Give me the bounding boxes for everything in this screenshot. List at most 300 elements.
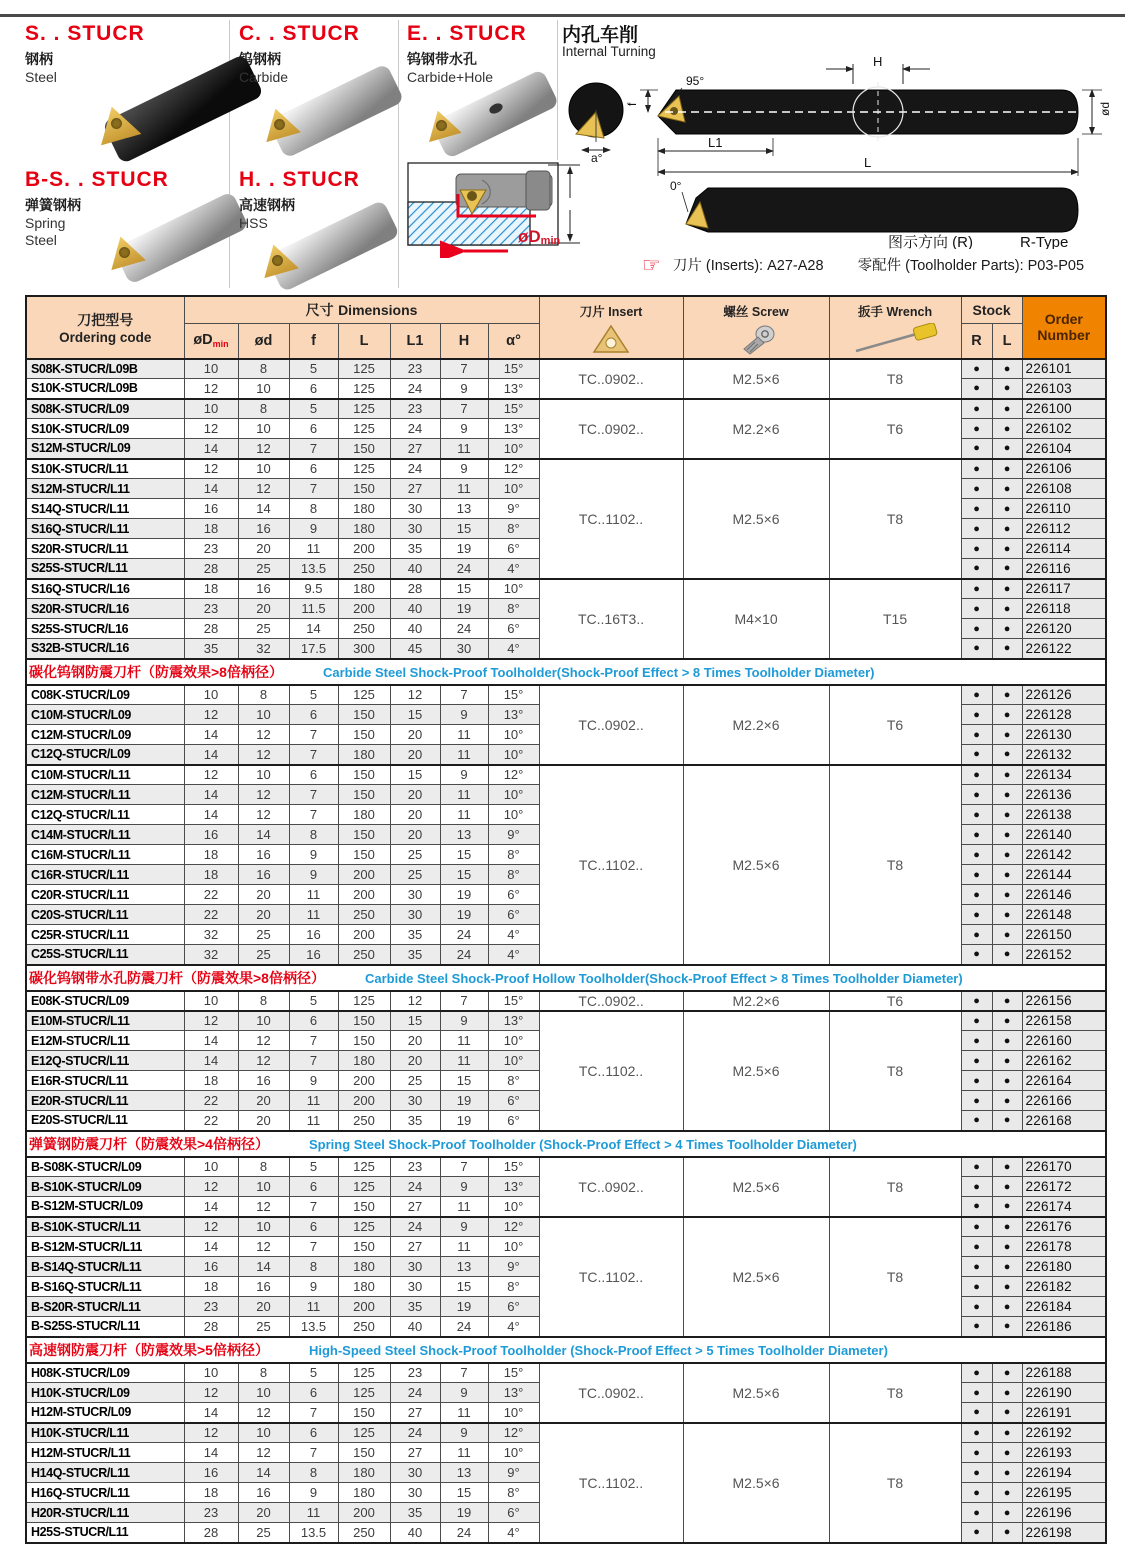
dmin-header-sub: min <box>212 339 229 349</box>
stock-l-cell: ● <box>992 419 1022 439</box>
section-title-cn: 碳化钨钢带水孔防震刀杆（防震效果>8倍柄径） <box>29 969 325 986</box>
stock-r-cell: ● <box>961 1031 992 1051</box>
a-angle-label: a° <box>591 151 603 165</box>
order-number-cell: 226100 <box>1022 399 1106 419</box>
stock-l-cell: ● <box>992 1443 1022 1463</box>
dim-cell: 10° <box>488 725 539 745</box>
stock-l-cell: ● <box>992 765 1022 785</box>
stock-l-cell: ● <box>992 519 1022 539</box>
stock-header: Stock <box>961 296 1022 323</box>
section-title-cn: 碳化钨钢防震刀杆（防震效果>8倍柄径） <box>29 663 283 680</box>
pointing-hand-icon: ☞ <box>642 254 661 277</box>
dim-cell: 13° <box>488 419 539 439</box>
dim-cell: 18 <box>184 1071 238 1091</box>
dim-cell: 7 <box>440 1363 488 1383</box>
insert-cell: TC..16T3.. <box>539 579 683 659</box>
ordering-code-cell: S10K-STUCR/L09 <box>26 419 184 439</box>
dim-cell: 9 <box>289 1483 338 1503</box>
table-row <box>26 459 1106 479</box>
dim-cell: 9 <box>440 459 488 479</box>
section-title-en: Spring Steel Shock-Proof Toolholder (Shock-Proof Effect > 4 Times Toolholder Diameter) <box>308 1136 857 1152</box>
order-number-cell: 226128 <box>1022 705 1106 725</box>
stock-r-cell: ● <box>961 579 992 599</box>
dim-cell: 250 <box>338 905 390 925</box>
dim-cell: 9° <box>488 1257 539 1277</box>
ordering-code-cell: B-S20R-STUCR/L11 <box>26 1297 184 1317</box>
dim-cell: 125 <box>338 399 390 419</box>
dim-cell: 11 <box>289 1503 338 1523</box>
stock-r-cell: ● <box>961 1197 992 1217</box>
dim-cell: 9 <box>289 519 338 539</box>
dim-cell: 22 <box>184 1111 238 1131</box>
dim-cell: 150 <box>338 1031 390 1051</box>
dim-cell: 19 <box>440 1111 488 1131</box>
wrench-cell: T6 <box>829 399 961 459</box>
dim-cell: 9° <box>488 825 539 845</box>
stock-r-cell: ● <box>961 1091 992 1111</box>
stock-r-cell: ● <box>961 885 992 905</box>
order-number-cell: 226110 <box>1022 499 1106 519</box>
stock-l-cell: ● <box>992 785 1022 805</box>
order-number-header: Order Number <box>1022 296 1106 359</box>
ordering-code-cell: B-S12M-STUCR/L11 <box>26 1237 184 1257</box>
dim-cell: 5 <box>289 991 338 1011</box>
ordering-code-cell: H16Q-STUCR/L11 <box>26 1483 184 1503</box>
table-row <box>26 1011 1106 1031</box>
dim-cell: 16 <box>238 865 289 885</box>
dim-cell: 4° <box>488 559 539 579</box>
dim-cell: 8 <box>289 499 338 519</box>
stock-r-cell: ● <box>961 1177 992 1197</box>
dim-cell: 180 <box>338 1463 390 1483</box>
stock-l-cell: ● <box>992 1071 1022 1091</box>
screw-icon <box>734 323 778 355</box>
dim-cell: 12 <box>184 1383 238 1403</box>
dim-cell: 24 <box>390 459 440 479</box>
h-dim-label: H <box>873 54 883 69</box>
ordering-code-cell: B-S16Q-STUCR/L11 <box>26 1277 184 1297</box>
stock-l-cell: ● <box>992 885 1022 905</box>
stock-l-cell: ● <box>992 1177 1022 1197</box>
stock-l-cell: ● <box>992 539 1022 559</box>
order-number-cell: 226134 <box>1022 765 1106 785</box>
dim-cell: 27 <box>390 1443 440 1463</box>
card-name-cn: 钢柄 <box>25 51 53 67</box>
dim-cell: 20 <box>390 725 440 745</box>
dim-cell: 24 <box>390 1217 440 1237</box>
insert-cell: TC..0902.. <box>539 1157 683 1217</box>
direction-label-en: R-Type <box>1020 234 1069 249</box>
stock-l-cell: ● <box>992 865 1022 885</box>
insert-header <box>539 296 683 359</box>
wrench-icon <box>850 323 940 355</box>
wrench-cell: T8 <box>829 765 961 965</box>
ordering-code-cell: B-S14Q-STUCR/L11 <box>26 1257 184 1277</box>
dim-cell: 200 <box>338 1297 390 1317</box>
stock-r-cell: ● <box>961 1503 992 1523</box>
dim-cell: 150 <box>338 439 390 459</box>
f-header: f <box>289 323 338 359</box>
stock-l-cell: ● <box>992 559 1022 579</box>
dim-cell: 24 <box>440 619 488 639</box>
dim-cell: 200 <box>338 1503 390 1523</box>
dim-cell: 150 <box>338 825 390 845</box>
dim-cell: 7 <box>289 1237 338 1257</box>
screw-cell: M2.2×6 <box>683 399 829 459</box>
dim-cell: 10° <box>488 479 539 499</box>
dim-cell: 14 <box>184 1051 238 1071</box>
dim-cell: 150 <box>338 725 390 745</box>
dim-cell: 15 <box>440 1071 488 1091</box>
dim-cell: 14 <box>184 1031 238 1051</box>
dim-cell: 150 <box>338 785 390 805</box>
dim-cell: 12 <box>184 459 238 479</box>
dim-cell: 250 <box>338 619 390 639</box>
card-title: H. . STUCR <box>239 168 360 191</box>
dim-cell: 30 <box>390 519 440 539</box>
dim-cell: 7 <box>440 359 488 379</box>
dim-cell: 6 <box>289 459 338 479</box>
order-number-cell: 226140 <box>1022 825 1106 845</box>
order-number-cell: 226174 <box>1022 1197 1106 1217</box>
card-title: C. . STUCR <box>239 22 360 45</box>
stock-r-cell: ● <box>961 1463 992 1483</box>
order-number-cell: 226178 <box>1022 1237 1106 1257</box>
dim-cell: 25 <box>238 619 289 639</box>
stock-l-cell: ● <box>992 439 1022 459</box>
dim-cell: 19 <box>440 539 488 559</box>
stock-l-cell: ● <box>992 845 1022 865</box>
ordering-code-cell: E20R-STUCR/L11 <box>26 1091 184 1111</box>
dim-cell: 12 <box>238 1443 289 1463</box>
dim-cell: 12 <box>184 705 238 725</box>
section-header-row <box>26 1131 1106 1157</box>
dim-cell: 9 <box>440 1011 488 1031</box>
stock-r-cell: ● <box>961 1217 992 1237</box>
top-rule <box>0 14 1125 17</box>
dim-cell: 27 <box>390 1237 440 1257</box>
stock-r-cell: ● <box>961 805 992 825</box>
dim-cell: 14 <box>289 619 338 639</box>
dim-cell: 10 <box>238 765 289 785</box>
dim-cell: 16 <box>238 1277 289 1297</box>
dim-cell: 9 <box>289 1277 338 1297</box>
dim-cell: 25 <box>238 945 289 965</box>
reference-note <box>642 253 1084 278</box>
dim-cell: 12° <box>488 1423 539 1443</box>
insert-cell: TC..1102.. <box>539 459 683 579</box>
dim-cell: 15° <box>488 685 539 705</box>
stock-r-cell: ● <box>961 1157 992 1177</box>
dim-cell: 10 <box>238 379 289 399</box>
dim-cell: 7 <box>289 785 338 805</box>
dim-cell: 180 <box>338 1483 390 1503</box>
stock-l-cell: ● <box>992 1503 1022 1523</box>
insert-cell: TC..0902.. <box>539 359 683 399</box>
dim-cell: 8° <box>488 1277 539 1297</box>
dim-cell: 4° <box>488 925 539 945</box>
insert-cell: TC..0902.. <box>539 1363 683 1423</box>
dim-cell: 7 <box>289 1197 338 1217</box>
ordering-code-cell: S16Q-STUCR/L11 <box>26 519 184 539</box>
stock-l-cell: ● <box>992 725 1022 745</box>
dim-cell: 12 <box>238 439 289 459</box>
screw-cell: M2.2×6 <box>683 685 829 765</box>
dim-cell: 22 <box>184 1091 238 1111</box>
order-number-cell: 226172 <box>1022 1177 1106 1197</box>
dim-cell: 11 <box>289 539 338 559</box>
dim-cell: 10° <box>488 1403 539 1423</box>
dim-cell: 35 <box>390 1297 440 1317</box>
code-header-en: Ordering code <box>59 329 152 345</box>
diagram-title-cn: 内孔车削 <box>562 25 639 46</box>
dim-cell: 24 <box>390 1423 440 1443</box>
dim-cell: 13 <box>440 1257 488 1277</box>
dim-cell: 35 <box>390 1111 440 1131</box>
screw-cell: M2.5×6 <box>683 1363 829 1423</box>
dim-cell: 125 <box>338 459 390 479</box>
dim-cell: 28 <box>184 1523 238 1543</box>
screw-cell: M2.5×6 <box>683 1011 829 1131</box>
stock-l-cell: ● <box>992 705 1022 725</box>
dim-cell: 250 <box>338 1111 390 1131</box>
dim-cell: 10 <box>184 359 238 379</box>
dim-cell: 9 <box>289 865 338 885</box>
dim-cell: 7 <box>440 1157 488 1177</box>
dim-cell: 12 <box>184 765 238 785</box>
ordering-code-cell: S14Q-STUCR/L11 <box>26 499 184 519</box>
dim-cell: 8 <box>238 399 289 419</box>
dim-cell: 10° <box>488 1051 539 1071</box>
dim-cell: 8 <box>289 1463 338 1483</box>
wrench-cell: T6 <box>829 685 961 765</box>
dim-cell: 11 <box>440 439 488 459</box>
stock-l-cell: ● <box>992 825 1022 845</box>
dim-cell: 35 <box>390 1503 440 1523</box>
stock-l-cell: ● <box>992 579 1022 599</box>
wrench-cell: T8 <box>829 459 961 579</box>
order-number-cell: 226106 <box>1022 459 1106 479</box>
stock-l-cell: ● <box>992 479 1022 499</box>
dim-cell: 6 <box>289 1423 338 1443</box>
direction-label-cn: 图示方向 (R) <box>888 234 973 249</box>
dim-cell: 8° <box>488 599 539 619</box>
wrench-cell: T8 <box>829 1217 961 1337</box>
ordering-code-cell: C20R-STUCR/L11 <box>26 885 184 905</box>
dim-cell: 20 <box>390 745 440 765</box>
dim-cell: 13° <box>488 379 539 399</box>
dim-cell: 20 <box>390 825 440 845</box>
dim-cell: 30 <box>390 1257 440 1277</box>
card-title: E. . STUCR <box>407 22 527 45</box>
dim-cell: 10° <box>488 805 539 825</box>
dim-cell: 27 <box>390 1403 440 1423</box>
dim-cell: 20 <box>238 885 289 905</box>
stock-r-cell: ● <box>961 519 992 539</box>
dim-cell: 200 <box>338 925 390 945</box>
insert-cell: TC..1102.. <box>539 1011 683 1131</box>
dim-cell: 8 <box>238 1363 289 1383</box>
ordering-code-cell: B-S12M-STUCR/L09 <box>26 1197 184 1217</box>
dim-cell: 8 <box>238 359 289 379</box>
dim-cell: 10 <box>238 1011 289 1031</box>
dim-cell: 125 <box>338 359 390 379</box>
section-header-cell <box>26 659 1106 685</box>
dim-cell: 150 <box>338 705 390 725</box>
dim-cell: 10° <box>488 1031 539 1051</box>
dim-cell: 12 <box>238 1051 289 1071</box>
order-number-cell: 226191 <box>1022 1403 1106 1423</box>
stock-r-cell: ● <box>961 845 992 865</box>
product-card-s <box>25 22 225 164</box>
dim-cell: 7 <box>289 439 338 459</box>
insert-cell: TC..0902.. <box>539 991 683 1011</box>
wrench-cell: T8 <box>829 1157 961 1217</box>
insert-cell: TC..1102.. <box>539 1217 683 1337</box>
table-row <box>26 765 1106 785</box>
dim-cell: 14 <box>184 479 238 499</box>
order-number-cell: 226182 <box>1022 1277 1106 1297</box>
order-number-cell: 226126 <box>1022 685 1106 705</box>
catalog-table <box>25 295 1107 1544</box>
dim-cell: 14 <box>184 805 238 825</box>
table-row <box>26 359 1106 379</box>
ordering-code-cell: C14M-STUCR/L11 <box>26 825 184 845</box>
dim-cell: 250 <box>338 1523 390 1543</box>
card-name-en: Carbide <box>239 69 289 85</box>
order-number-cell: 226148 <box>1022 905 1106 925</box>
stock-l-cell: ● <box>992 499 1022 519</box>
stock-r-cell: ● <box>961 1297 992 1317</box>
dim-cell: 10 <box>238 1177 289 1197</box>
dim-cell: 16 <box>184 825 238 845</box>
ordering-code-cell: E08K-STUCR/L09 <box>26 991 184 1011</box>
dim-cell: 5 <box>289 1157 338 1177</box>
order-number-cell: 226101 <box>1022 359 1106 379</box>
dim-cell: 4° <box>488 1523 539 1543</box>
ordering-code-cell: C16M-STUCR/L11 <box>26 845 184 865</box>
dim-cell: 25 <box>390 845 440 865</box>
screw-cell: M2.5×6 <box>683 359 829 399</box>
dim-cell: 250 <box>338 559 390 579</box>
dim-cell: 6 <box>289 705 338 725</box>
dim-cell: 20 <box>390 785 440 805</box>
dim-cell: 35 <box>390 945 440 965</box>
dim-cell: 11 <box>440 1051 488 1071</box>
stock-l-cell: ● <box>992 1091 1022 1111</box>
stock-r-cell: ● <box>961 1483 992 1503</box>
tool-photo <box>419 68 554 164</box>
ordering-code-cell: S25S-STUCR/L16 <box>26 619 184 639</box>
dims-header-en: Dimensions <box>338 301 418 318</box>
stock-l-cell: ● <box>992 1197 1022 1217</box>
dim-cell: 5 <box>289 399 338 419</box>
dim-cell: 11 <box>289 1297 338 1317</box>
dim-cell: 6 <box>289 379 338 399</box>
dim-cell: 8 <box>238 1157 289 1177</box>
dim-cell: 15 <box>390 705 440 725</box>
screw-header-label: 螺丝 Screw <box>723 304 789 319</box>
dim-cell: 9° <box>488 499 539 519</box>
dim-cell: 12 <box>238 805 289 825</box>
dim-cell: 14 <box>184 745 238 765</box>
dim-cell: 9 <box>440 1423 488 1443</box>
dim-cell: 14 <box>184 725 238 745</box>
dim-cell: 18 <box>184 1483 238 1503</box>
l1-dim-label: L1 <box>708 135 723 150</box>
stock-l-cell: ● <box>992 1157 1022 1177</box>
ordering-code-cell: S10K-STUCR/L09B <box>26 379 184 399</box>
dim-cell: 11 <box>440 1031 488 1051</box>
dim-cell: 15° <box>488 399 539 419</box>
ordering-code-cell: H08K-STUCR/L09 <box>26 1363 184 1383</box>
product-card-h <box>239 168 394 288</box>
dim-cell: 12 <box>184 1177 238 1197</box>
dim-cell: 27 <box>390 1197 440 1217</box>
ordering-code-cell: E12Q-STUCR/L11 <box>26 1051 184 1071</box>
stock-r-cell: ● <box>961 825 992 845</box>
stock-r-cell: ● <box>961 1071 992 1091</box>
dim-cell: 6 <box>289 1177 338 1197</box>
order-number-cell: 226118 <box>1022 599 1106 619</box>
dim-cell: 16 <box>238 1483 289 1503</box>
dim-cell: 19 <box>440 885 488 905</box>
order-number-cell: 226114 <box>1022 539 1106 559</box>
dim-cell: 16 <box>238 579 289 599</box>
dim-cell: 19 <box>440 1297 488 1317</box>
ordering-code-cell: S16Q-STUCR/L16 <box>26 579 184 599</box>
ordering-code-cell: B-S08K-STUCR/L09 <box>26 1157 184 1177</box>
dim-cell: 9 <box>289 1071 338 1091</box>
dim-cell: 4° <box>488 1317 539 1337</box>
dim-cell: 5 <box>289 1363 338 1383</box>
dim-cell: 11 <box>440 1237 488 1257</box>
dim-cell: 25 <box>390 865 440 885</box>
dim-cell: 9 <box>440 1383 488 1403</box>
dim-cell: 16 <box>184 1257 238 1277</box>
dim-cell: 13 <box>440 1463 488 1483</box>
dim-cell: 6 <box>289 419 338 439</box>
dim-cell: 180 <box>338 1277 390 1297</box>
dim-cell: 23 <box>184 1503 238 1523</box>
wrench-cell: T8 <box>829 1011 961 1131</box>
stock-l-cell: ● <box>992 1051 1022 1071</box>
dim-cell: 7 <box>289 1031 338 1051</box>
dim-cell: 24 <box>390 379 440 399</box>
stock-r-cell: ● <box>961 619 992 639</box>
dim-cell: 15 <box>440 519 488 539</box>
h-header: H <box>440 323 488 359</box>
card-title: B-S. . STUCR <box>25 168 169 191</box>
stock-r-cell: ● <box>961 539 992 559</box>
dim-cell: 200 <box>338 865 390 885</box>
dim-cell: 18 <box>184 1277 238 1297</box>
dim-cell: 20 <box>238 1503 289 1523</box>
dim-cell: 13.5 <box>289 1523 338 1543</box>
section-header-cell <box>26 1337 1106 1363</box>
stock-l-cell: ● <box>992 599 1022 619</box>
dimensions-header <box>184 296 539 323</box>
dim-cell: 12 <box>390 991 440 1011</box>
dim-cell: 10° <box>488 579 539 599</box>
dim-cell: 25 <box>238 1317 289 1337</box>
stock-l-cell: ● <box>992 1257 1022 1277</box>
stock-r-cell: ● <box>961 1317 992 1337</box>
dim-cell: 23 <box>390 399 440 419</box>
dim-cell: 9 <box>289 845 338 865</box>
order-number-cell: 226146 <box>1022 885 1106 905</box>
tool-photo <box>254 60 399 164</box>
